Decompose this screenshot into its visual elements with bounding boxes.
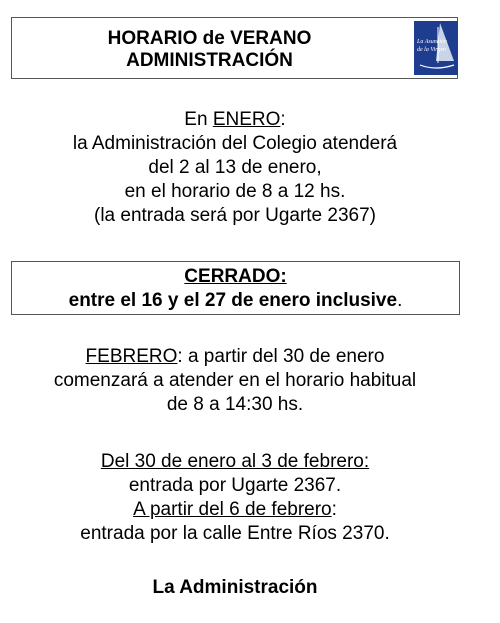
january-suffix: : [280,109,286,130]
entrance-period2: A partir del 6 de febrero [133,499,332,520]
entrances-section [0,450,470,546]
school-logo [414,21,458,75]
logo-text-line2: de la Virgen [417,47,446,53]
closed-content [12,265,459,313]
february-month: FEBRERO [85,346,178,367]
february-line1-rest: : a partir del 30 de enero [177,346,385,367]
entrance-period2-end: : [331,499,337,520]
january-line4: en el horario de 8 a 12 hs. [124,181,346,202]
closed-heading: CERRADO: [184,266,287,287]
header-title [12,28,407,72]
january-prefix: En [184,109,213,130]
january-line5: (la entrada será por Ugarte 2367) [94,205,376,226]
entrance1: entrada por Ugarte 2367. [128,475,342,496]
closed-box [11,261,460,315]
closed-detail: entre el 16 y el 27 de enero inclusive [68,290,398,311]
logo-text [415,38,457,54]
january-line3: del 2 al 13 de enero, [148,157,322,178]
closed-detail-end: . [397,290,403,311]
january-heading [0,108,470,132]
entrance2: entrada por la calle Entre Ríos 2370. [80,523,390,544]
header-title-line1: HORARIO de VERANO [107,28,312,49]
entrance-period1: Del 30 de enero al 3 de febrero: [100,451,370,472]
february-line2: comenzará a atender en el horario habitual [53,370,417,391]
header-box [11,17,458,79]
january-section [0,108,470,228]
february-line1 [0,345,470,369]
february-line3: de 8 a 14:30 hs. [166,394,304,415]
january-month: ENERO [212,109,281,130]
header-title-line2: ADMINISTRACIÓN [126,50,293,71]
january-line2: la Administración del Colegio atenderá [72,133,398,154]
logo-text-line1: La Asunción [417,39,448,45]
signature: La Administración [152,577,318,598]
entrance-period2-line [0,498,470,522]
february-section [0,345,470,417]
closed-detail-line [12,289,459,313]
